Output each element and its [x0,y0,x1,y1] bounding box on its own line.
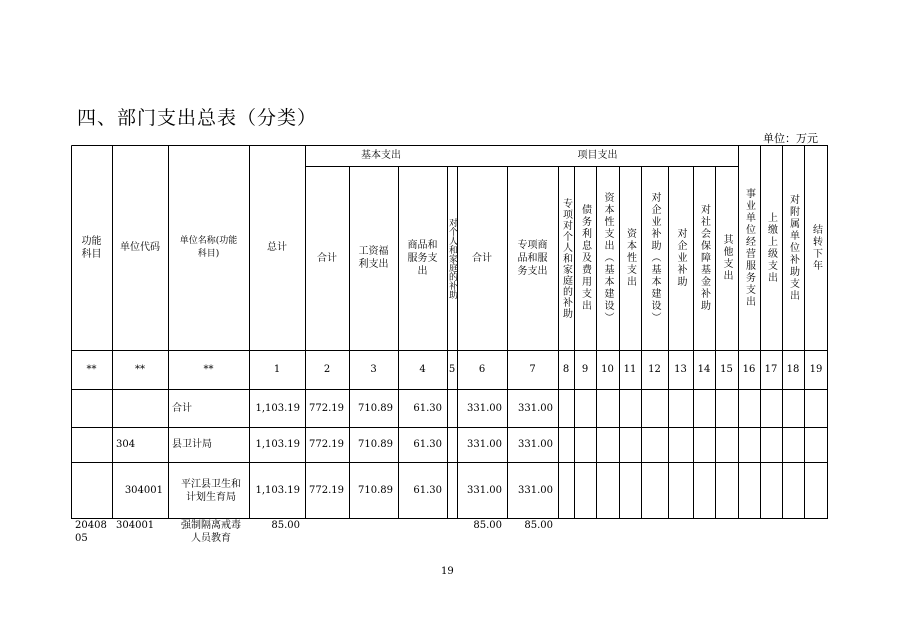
index-cell: 4 [419,364,426,375]
table-cell-goods: 61.30 [413,402,442,414]
index-cell: 5 [448,364,456,375]
index-cell: 16 [742,364,756,375]
header-social: 对社会保障基金补助 [698,204,710,312]
table-cell-proj-goods: 331.00 [518,439,553,450]
header-proj-personal: 专项对个人和家庭的补助 [560,197,572,319]
index-cell: 14 [697,364,711,375]
index-cell: 17 [764,364,778,375]
header-enterprise: 对企业补助 [675,228,686,288]
header-basic-personal: 对个人和家庭的补助 [447,217,457,299]
header-business: 事业单位经营服务支出 [743,187,755,308]
table-cell-func: 20408 05 [75,520,107,544]
table-cell-salary: 710.89 [358,402,393,414]
table-cell-func [71,427,112,462]
table-cell-name: 平江县卫生和计划生育局 [181,478,241,503]
table-cell-proj-goods: 85.00 [524,520,553,531]
table-cell-salary: 710.89 [358,439,393,450]
table-cell-proj-sum: 331.00 [467,439,502,450]
header-basic: 基本支出 [361,150,401,161]
header-capital-basic: 资本性支出（基本建设） [602,192,613,324]
table-cell-name: 县卫计局 [172,439,212,450]
table-cell-basic-sum: 772.19 [309,439,344,450]
index-cell: 18 [786,364,800,375]
table-cell-func [71,389,112,427]
header-superior: 上缴上级支出 [765,211,777,284]
table-cell-goods: 61.30 [413,439,442,450]
table-cell-total: 1,103.19 [255,402,300,414]
index-cell: 15 [720,364,733,375]
index-cell: 3 [370,364,377,375]
header-code: 单位代码 [120,242,160,253]
table-cell-func [71,462,112,519]
table-cell-name: 合计 [172,402,192,414]
header-debt: 债务利息及费用支出 [579,204,591,312]
header-proj-goods: 专项商品和服务支出 [517,239,548,277]
index-cell: 2 [323,364,331,375]
table-cell-code: 304 [116,439,136,450]
table-cell-basic-sum: 772.19 [309,485,344,496]
header-goods: 商品和服务支出 [407,239,438,277]
index-cell: 12 [648,364,661,375]
table-cell-code: 304001 [124,485,163,496]
expenditure-table [71,145,828,544]
table-cell-total: 1,103.19 [255,485,300,496]
table-cell-total: 1,103.19 [255,439,300,450]
index-cell: 1 [273,364,281,375]
header-project: 项目支出 [577,150,618,161]
index-cell: 6 [478,364,486,375]
header-salary: 工资福利支出 [358,246,389,270]
header-basic-sum: 合计 [317,252,337,264]
index-cell: 10 [601,364,614,375]
index-cell: ** [135,364,145,375]
table-cell-proj-goods: 331.00 [518,485,553,496]
index-cell: ** [86,364,97,375]
index-cell: 11 [623,364,637,375]
table-cell-proj-sum: 85.00 [473,520,502,531]
table-cell-proj-sum: 331.00 [467,402,502,414]
header-enterprise-basic: 对企业补助（基本建设） [649,192,660,324]
table-cell-code [112,389,168,427]
index-cell: 8 [562,364,570,375]
header-other: 其他支出 [721,234,732,282]
index-cell: ** [203,364,214,375]
table-cell-basic-sum: 772.19 [309,402,344,414]
table-cell-total: 85.00 [271,520,300,531]
header-func: 功能科目 [81,235,102,260]
index-cell: 9 [581,364,589,375]
header-proj-sum: 合计 [472,252,492,264]
header-affiliate: 对附属单位补助支出 [787,193,799,302]
table-cell-name: 强制隔离戒毒人员教育 [181,520,241,544]
table-cell-goods: 61.30 [413,485,442,496]
table-cell-salary: 710.89 [358,485,393,496]
header-name: 单位名称(功能科目) [179,235,238,259]
header-capital: 资本性支出 [624,228,636,288]
index-cell: 7 [529,364,536,375]
page-number: 19 [441,566,454,577]
table-cell-code: 304001 [116,520,155,531]
index-cell: 13 [674,364,687,375]
page-title: 四、部门支出总表（分类） [77,107,318,129]
header-total: 总计 [267,242,287,253]
header-carryover: 结转下年 [810,223,822,272]
unit-label: 单位：万元 [763,132,818,145]
table-cell-proj-goods: 331.00 [518,402,553,414]
table-cell-proj-sum: 331.00 [467,485,502,496]
index-cell: 19 [809,364,823,375]
